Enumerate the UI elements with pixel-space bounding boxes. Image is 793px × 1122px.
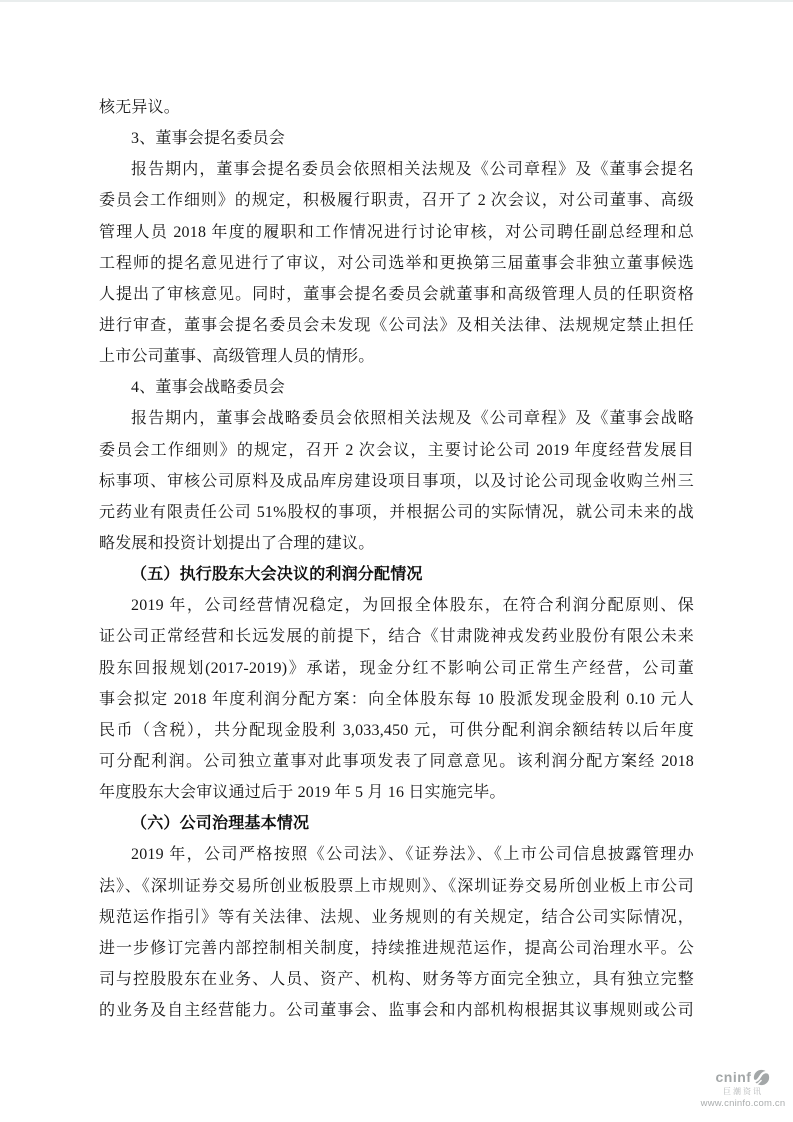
text-line: 证公司正常经营和长远发展的前提下，结合《甘肃陇神戎发药业股份有限公未来 — [99, 628, 694, 646]
text-line: 委员会工作细则》的规定，召开 2 次会议，主要讨论公司 2019 年度经营发展目 — [99, 441, 694, 459]
text-line: 上市公司董事、高级管理人员的情形。 — [99, 348, 375, 366]
cninfo-swirl-icon — [753, 1069, 770, 1086]
text-line: 工程师的提名意见进行了审议，对公司选举和更换第三届董事会非独立董事候选 — [99, 254, 694, 272]
text-line: 可分配利润。公司独立董事对此事项发表了同意意见。该利润分配方案经 2018 — [99, 752, 694, 770]
text-line: 4、董事会战略委员会 — [131, 379, 286, 397]
text-line: 2019 年，公司严格按照《公司法》、《证券法》、《上市公司信息披露管理办 — [131, 846, 694, 864]
text-line: 的业务及自主经营能力。公司董事会、监事会和内部机构根据其议事规则或公司 — [99, 1002, 694, 1020]
cninfo-logo-text: cninf — [715, 1069, 752, 1085]
cninfo-watermark — [695, 1068, 791, 1109]
cninfo-chinese-label: 巨潮资讯 — [723, 1087, 763, 1096]
section-heading: （六）公司治理基本情况 — [131, 815, 310, 833]
text-line: 委员会工作细则》的规定，积极履行职责，召开了 2 次会议，对公司董事、高级 — [99, 192, 694, 210]
cninfo-url-label: www.cninfo.com.cn — [700, 1098, 786, 1109]
text-line: 元药业有限责任公司 51%股权的事项，并根据公司的实际情况，就公司未来的战 — [99, 503, 694, 521]
text-line: 人提出了审核意见。同时，董事会提名委员会就董事和高级管理人员的任职资格 — [99, 285, 694, 303]
document-content — [99, 92, 694, 1026]
text-line: 略发展和投资计划提出了合理的建议。 — [99, 534, 375, 552]
text-line: 事会拟定 2018 年度利润分配方案：向全体股东每 10 股派发现金股利 0.10 元人 — [99, 690, 694, 708]
text-line: 法》、《深圳证券交易所创业板股票上市规则》、《深圳证券交易所创业板上市公司 — [99, 877, 694, 895]
text-line: 管理人员 2018 年度的履职和工作情况进行讨论审核，对公司聘任副总经理和总 — [99, 223, 694, 241]
text-line: 2019 年，公司经营情况稳定，为回报全体股东，在符合利润分配原则、保 — [131, 597, 694, 615]
text-line: 进行审查，董事会提名委员会未发现《公司法》及相关法律、法规规定禁止担任 — [99, 316, 694, 334]
text-line: 3、董事会提名委员会 — [131, 130, 286, 148]
page-top-edge — [0, 0, 793, 2]
text-line: 报告期内，董事会提名委员会依照相关法规及《公司章程》及《董事会提名 — [131, 161, 694, 179]
cninfo-logo-row — [695, 1068, 791, 1086]
text-line: 进一步修订完善内部控制相关制度，持续推进规范运作，提高公司治理水平。公 — [99, 939, 694, 957]
text-line: 规范运作指引》等有关法律、法规、业务规则的有关规定，结合公司实际情况， — [99, 908, 694, 926]
section-heading: （五）执行股东大会决议的利润分配情况 — [131, 566, 423, 584]
text-line: 核无异议。 — [99, 99, 181, 116]
text-line: 标事项、审核公司原料及成品库房建设项目事项，以及讨论公司现金收购兰州三 — [99, 472, 694, 490]
text-line: 报告期内，董事会战略委员会依照相关法规及《公司章程》及《董事会战略 — [131, 410, 694, 428]
text-line: 民币（含税），共分配现金股利 3,033,450 元，可供分配利润余额结转以后年度 — [99, 721, 694, 739]
text-line: 司与控股股东在业务、人员、资产、机构、财务等方面完全独立，具有独立完整 — [99, 970, 694, 988]
text-line: 股东回报规划(2017-2019)》承诺，现金分红不影响公司正常生产经营，公司董 — [99, 659, 694, 677]
text-line: 年度股东大会审议通过后于 2019 年 5 月 16 日实施完毕。 — [99, 784, 506, 802]
